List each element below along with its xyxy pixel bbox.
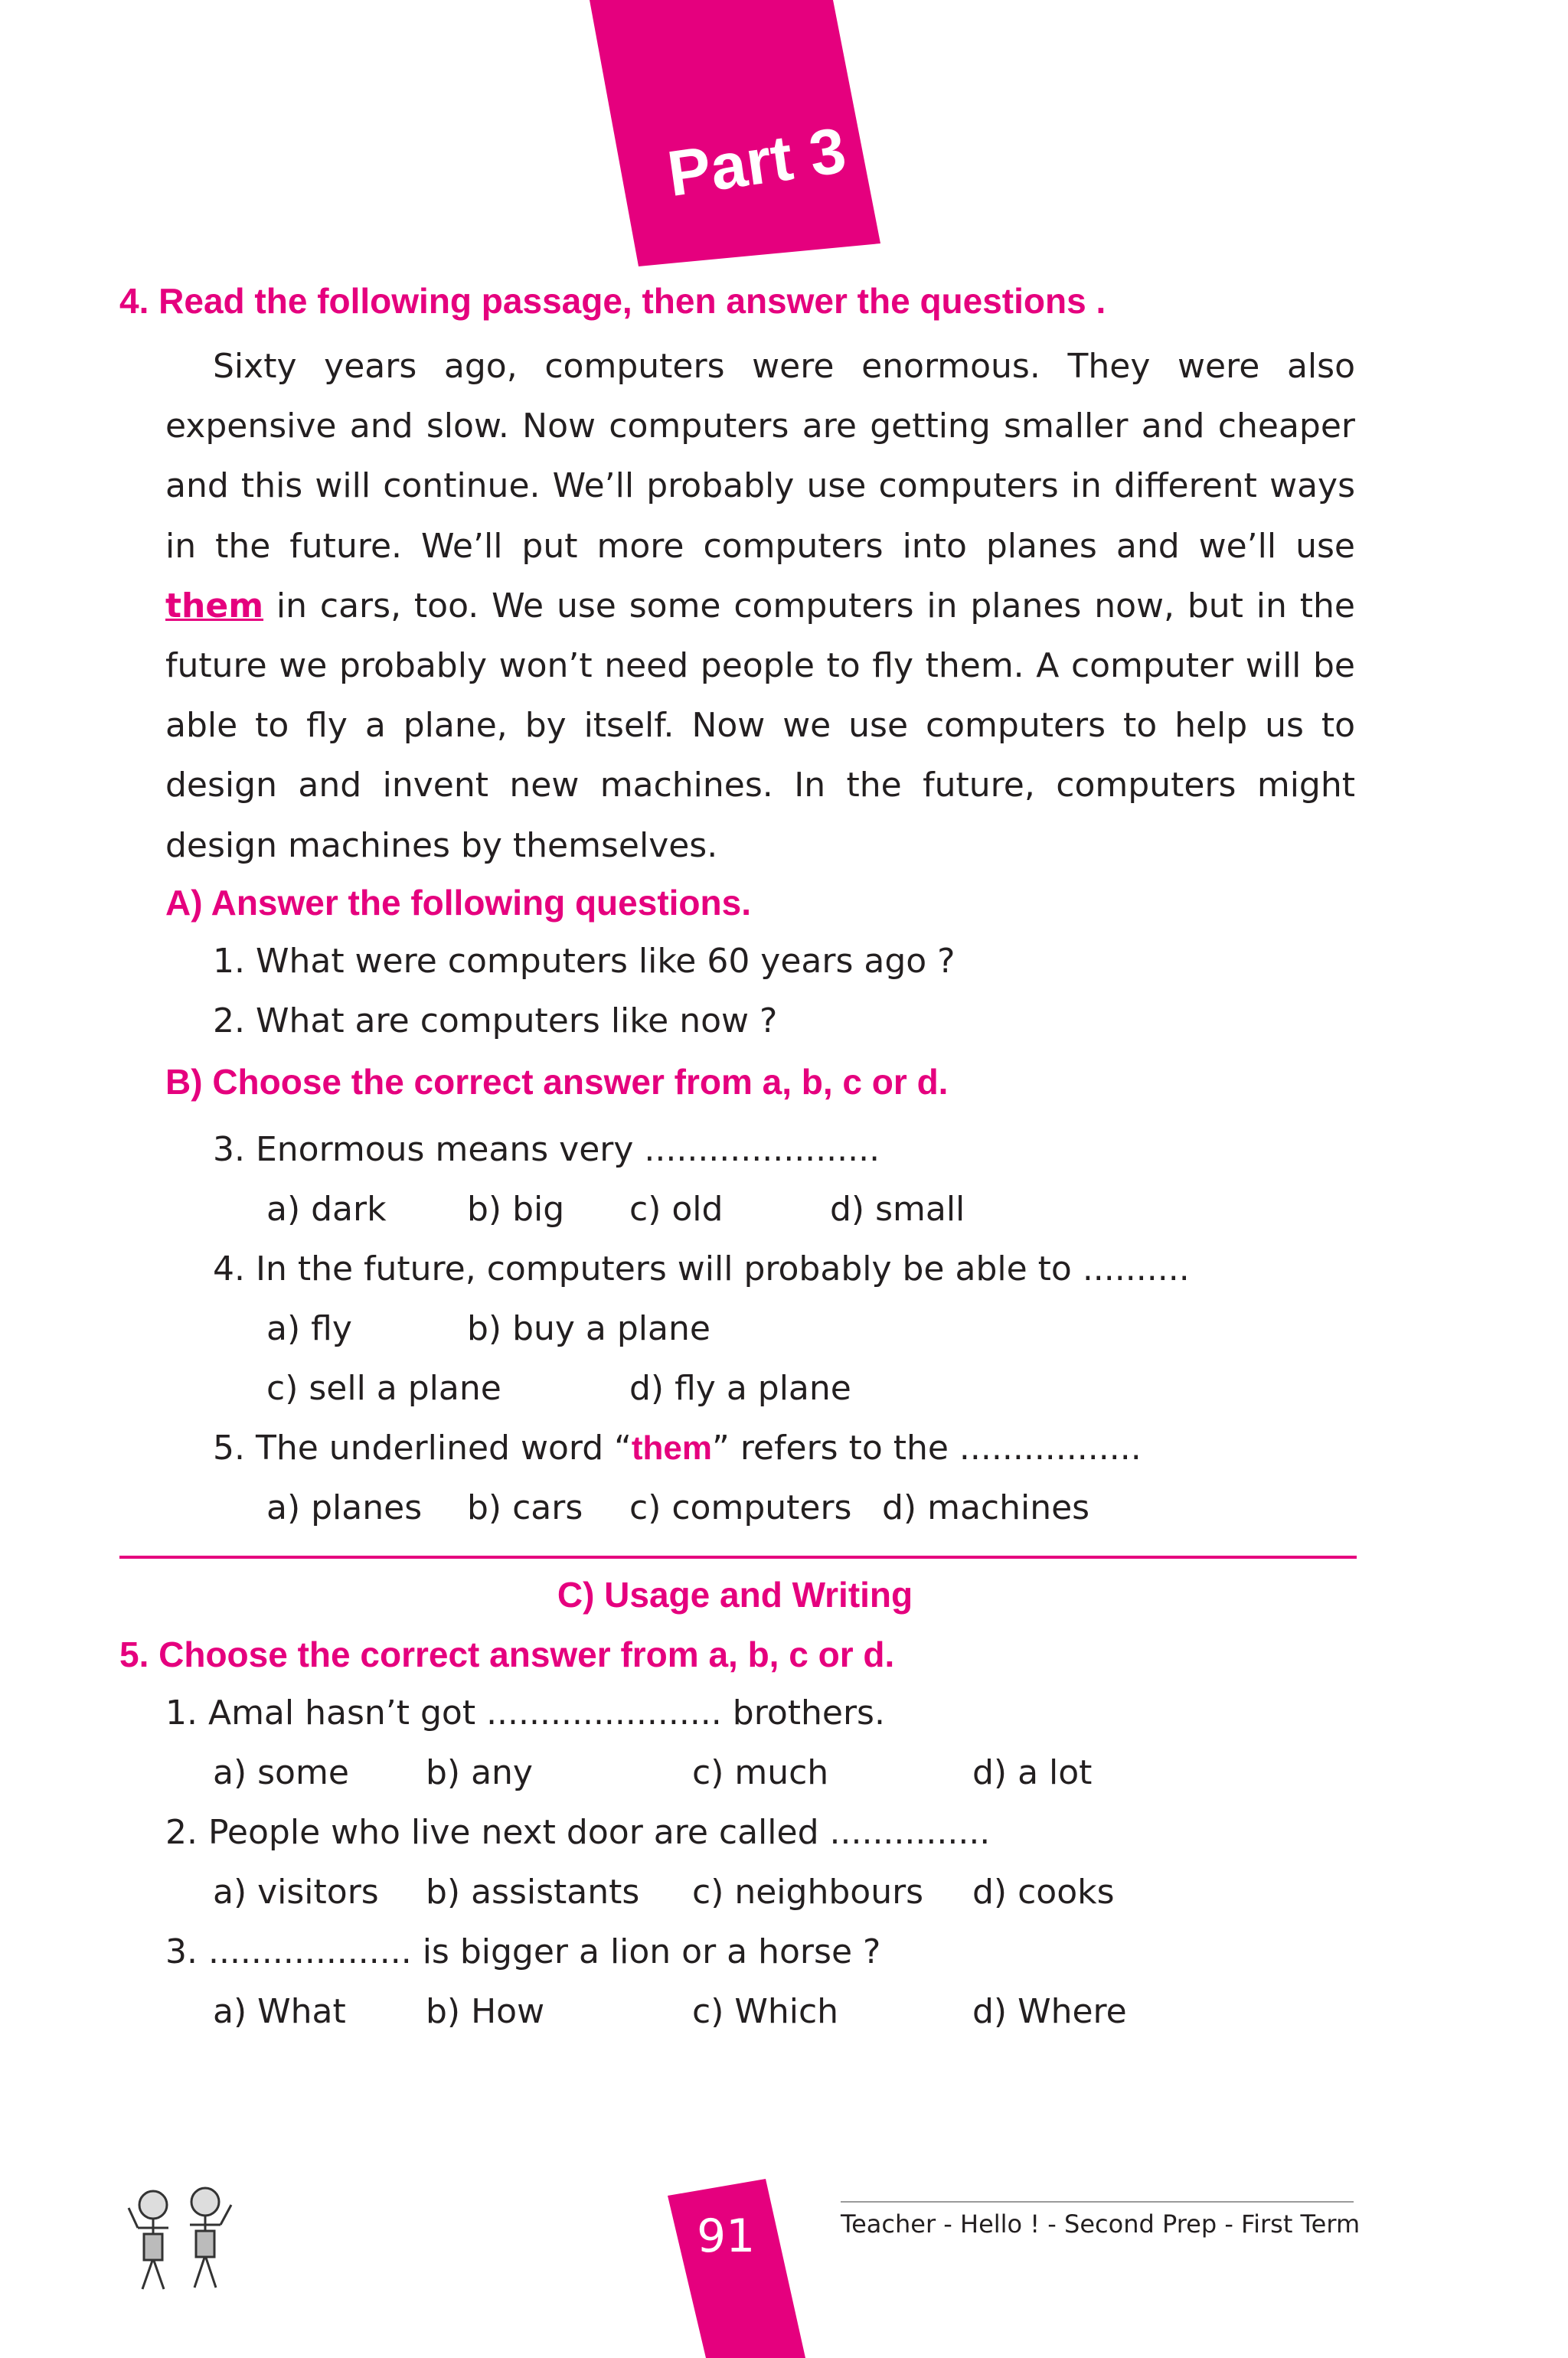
option-b5-d: d) machines (882, 1488, 1090, 1527)
q5-item2-option-b: b) assistants (426, 1873, 640, 1912)
passage-underlined-them: them (165, 586, 264, 625)
q5-item1-option-c: c) much (692, 1753, 829, 1792)
page-number: 91 (697, 2209, 756, 2263)
page-number-shape (668, 2179, 805, 2358)
q5-stem-before: 5. The underlined word “ (213, 1429, 632, 1468)
q5-item3-option-b: b) How (426, 1992, 545, 2031)
section-c-title: C) Usage and Writing (557, 1575, 913, 1615)
question-b3-stem: 3. Enormous means very ...................... (213, 1130, 880, 1169)
option-b5-a: a) planes (266, 1488, 423, 1527)
option-b3-c: c) old (629, 1190, 724, 1229)
passage-text-part1: Sixty years ago, computers were enormous. They were also expensive and slow. Now computers are getting smaller and cheaper and this will continue. We’ll probably use computers in different ways in the future. We’ll put more computers into planes and we’ll use (165, 347, 1355, 566)
q5-item3-option-a: a) What (213, 1992, 346, 2031)
part-title: Part 3 (663, 113, 851, 211)
q5-item3-stem: 3. ................... is bigger a lion or a horse ? (165, 1932, 881, 1971)
q4-heading: 4. Read the following passage, then answer the questions . (119, 281, 1106, 321)
option-b4-b: b) buy a plane (467, 1309, 710, 1348)
option-b4-d: d) fly a plane (629, 1369, 851, 1408)
option-b3-b: b) big (467, 1190, 565, 1229)
option-b5-b: b) cars (467, 1488, 583, 1527)
passage-text-part2: in cars, too. We use some computers in planes now, but in the future we probably won’t need people to fly them. A computer will be able to fly a plane, by itself. Now we use computers to help us to design and invent new machines. In the future, computers might design machines by themselves. (165, 586, 1355, 865)
q5-item2-option-c: c) neighbours (692, 1873, 924, 1912)
section-divider (119, 1556, 1357, 1559)
option-b4-c: c) sell a plane (266, 1369, 501, 1408)
footer-book-info: Teacher - Hello ! - Second Prep - First Term (841, 2209, 1361, 2239)
option-b3-d: d) small (830, 1190, 965, 1229)
q5-stem-after: ” refers to the ................. (712, 1429, 1142, 1468)
option-b4-a: a) fly (266, 1309, 352, 1348)
q5-item1-option-b: b) any (426, 1753, 533, 1792)
question-b4-stem: 4. In the future, computers will probably be able to .......... (213, 1249, 1190, 1288)
option-b3-a: a) dark (266, 1190, 387, 1229)
question-b5-stem (213, 1429, 1142, 1468)
q5-item2-option-d: d) cooks (972, 1873, 1115, 1912)
q5-item2-option-a: a) visitors (213, 1873, 379, 1912)
option-b5-c: c) computers (629, 1488, 852, 1527)
question-a1: 1. What were computers like 60 years ago ? (213, 942, 956, 981)
q5-item1-stem: 1. Amal hasn’t got ...................... brothers. (165, 1693, 885, 1733)
footer-rule (841, 2201, 1354, 2203)
q5-item3-option-d: d) Where (972, 1992, 1127, 2031)
q5-item1-option-a: a) some (213, 1753, 349, 1792)
q5-stem-them: them (631, 1429, 713, 1467)
q5-item2-stem: 2. People who live next door are called ............... (165, 1813, 991, 1852)
q5-item1-option-d: d) a lot (972, 1753, 1093, 1792)
reading-passage (165, 337, 1355, 876)
q5-item3-option-c: c) Which (692, 1992, 839, 2031)
cartoon-kids-illustration (115, 2174, 253, 2312)
q5-heading: 5. Choose the correct answer from a, b, c or d. (119, 1635, 895, 1674)
section-a-heading: A) Answer the following questions. (165, 883, 751, 923)
section-b-heading: B) Choose the correct answer from a, b, c or d. (165, 1062, 949, 1102)
question-a2: 2. What are computers like now ? (213, 1001, 778, 1040)
